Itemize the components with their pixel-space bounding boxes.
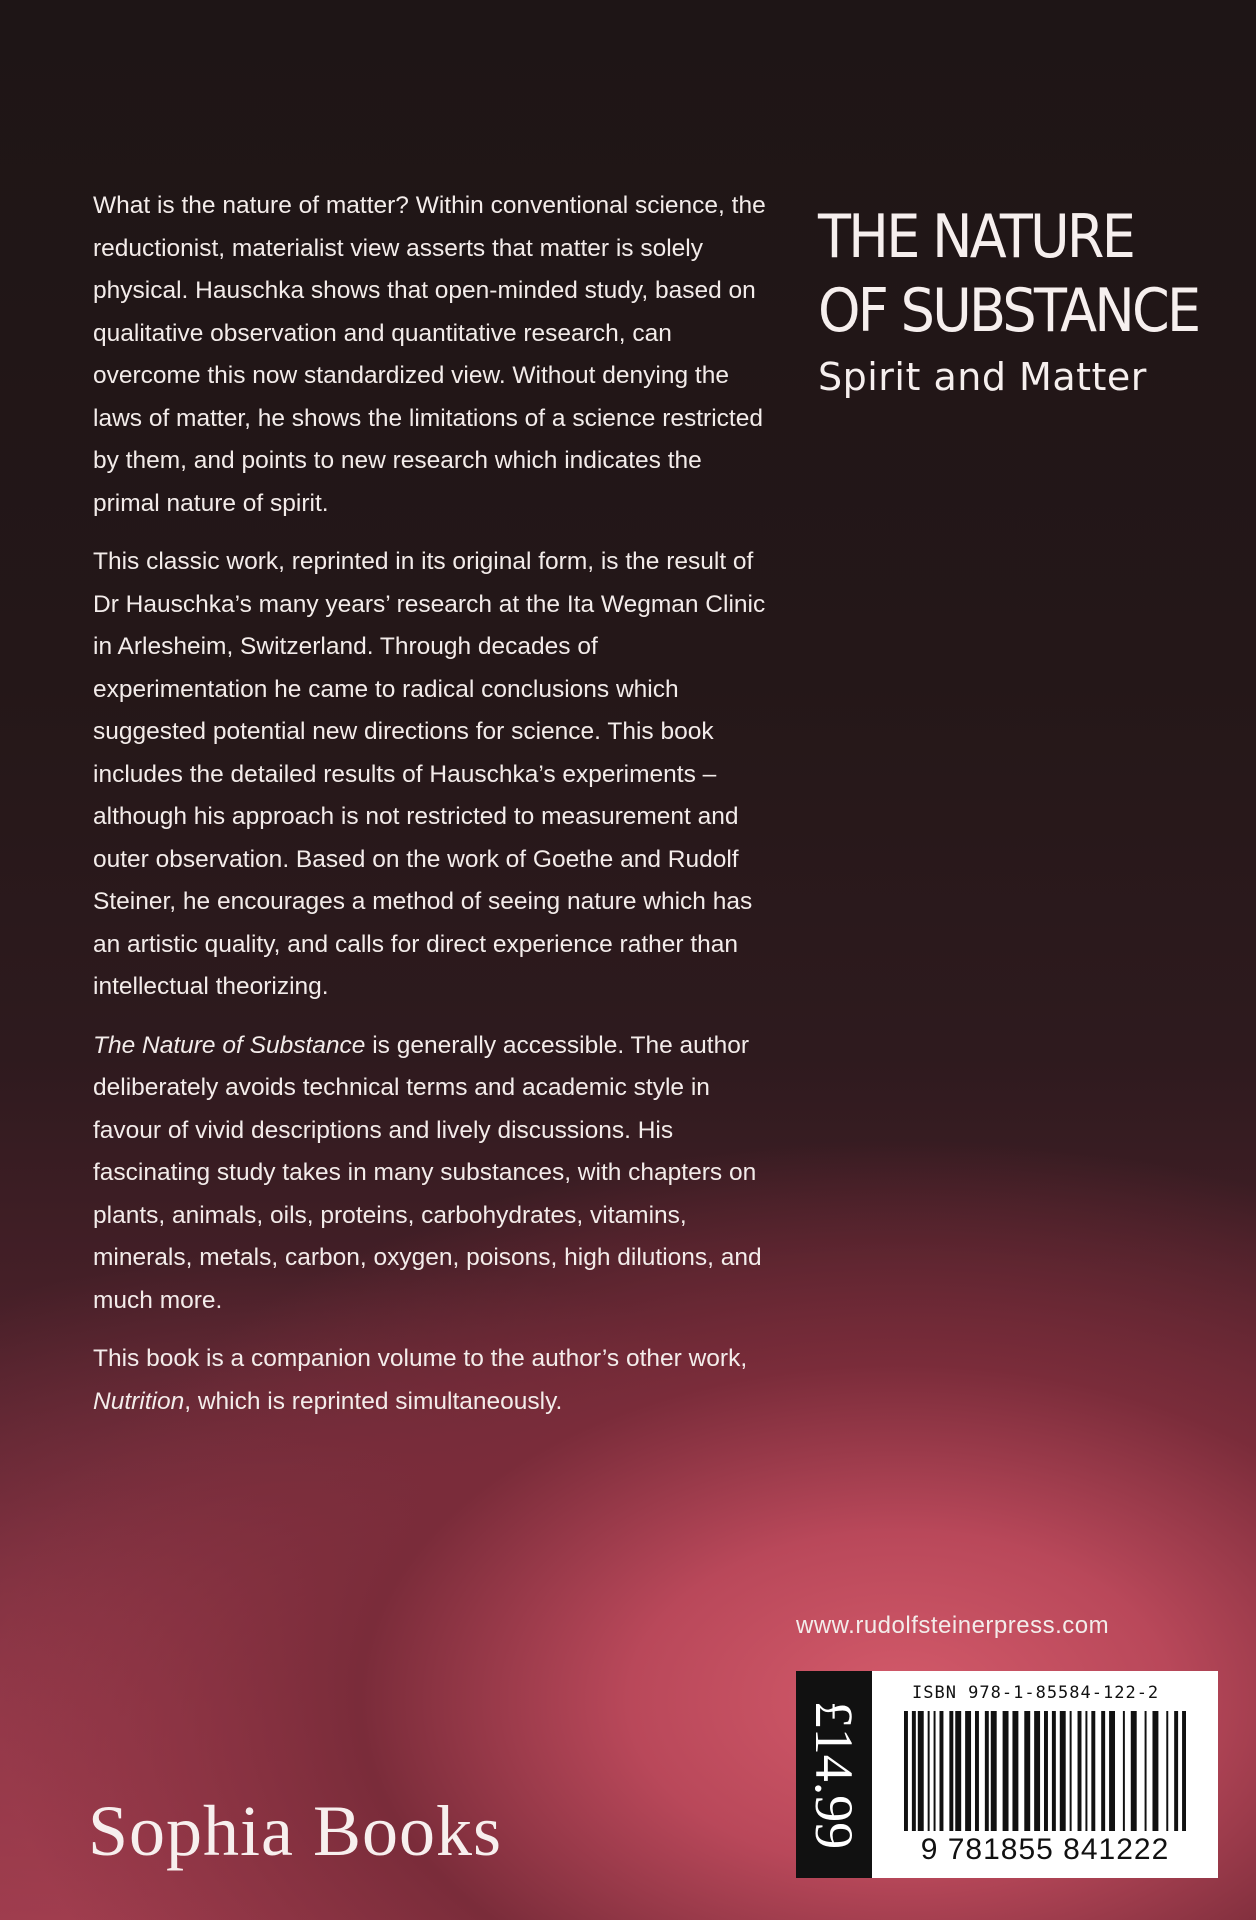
title-line-2: OF SUBSTANCE bbox=[818, 276, 1199, 346]
blurb-paragraph-4-end: , which is reprinted simultaneously. bbox=[184, 1387, 563, 1415]
publisher-logo: Sophia Books bbox=[88, 1791, 503, 1871]
isbn-label: ISBN 978-1-85584-122-2 bbox=[912, 1683, 1160, 1703]
barcode-bar bbox=[975, 1711, 979, 1831]
blurb-paragraph-4 bbox=[93, 1338, 773, 1423]
barcode-bar bbox=[904, 1711, 908, 1831]
title-block bbox=[818, 200, 1238, 402]
barcode-bar bbox=[1034, 1711, 1040, 1831]
barcode-bar bbox=[1145, 1711, 1147, 1831]
barcode-bar bbox=[934, 1711, 936, 1831]
barcode-bar bbox=[928, 1711, 930, 1831]
barcode-bar bbox=[940, 1711, 944, 1831]
blurb-paragraph-1: What is the nature of matter? Within conventional science, the reductionist, materialist view asserts that matter is solely physical. Hauschka shows that open-minded study, based on qualitative observation and quantitative research, can overcome this now standardized view. Without denying the laws of matter, he shows the limitations of a science restricted by them, and points to new research which indicates the primal nature of spirit. bbox=[93, 192, 766, 517]
barcode-bar bbox=[1044, 1711, 1048, 1831]
book-title-italic: The Nature of Substance bbox=[93, 1031, 366, 1059]
barcode-bar bbox=[1174, 1711, 1178, 1831]
website-url: www.rudolfsteinerpress.com bbox=[796, 1612, 1110, 1639]
barcode-bar bbox=[1052, 1711, 1056, 1831]
barcode-bar bbox=[965, 1711, 971, 1831]
blurb-text bbox=[93, 185, 773, 1439]
barcode-bar bbox=[1060, 1711, 1066, 1831]
blurb-paragraph-4-start: This book is a companion volume to the author’s other work, bbox=[93, 1345, 748, 1372]
subtitle: Spirit and Matter bbox=[818, 355, 1147, 399]
barcode-bar bbox=[1166, 1711, 1168, 1831]
barcode-bar bbox=[1024, 1711, 1030, 1831]
barcode-bar bbox=[955, 1711, 961, 1831]
blurb-paragraph-3 bbox=[93, 1025, 773, 1323]
barcode-bar bbox=[918, 1711, 924, 1831]
companion-title-italic: Nutrition bbox=[93, 1387, 185, 1415]
barcode-bar bbox=[1091, 1711, 1095, 1831]
blurb-paragraph-3-text: is generally accessible. The author deliberately avoids technical terms and academic style in favour of vivid descriptions and lively discussions. His fascinating study takes in many substances, with chapters on plants, animals, oils, proteins, carbohydrates, vitamins, minerals, metals, carbon, oxygen, poisons, high dilutions, and much more. bbox=[93, 1031, 762, 1314]
barcode-bar bbox=[1131, 1711, 1137, 1831]
barcode-bar bbox=[1012, 1711, 1018, 1831]
barcode-number: 9 781855 841222 bbox=[920, 1833, 1170, 1866]
price-label: £14.99 bbox=[804, 1700, 864, 1849]
barcode-bar bbox=[1101, 1711, 1105, 1831]
barcode-bar bbox=[1182, 1711, 1186, 1831]
barcode-bar bbox=[1085, 1711, 1087, 1831]
barcode-bar bbox=[1070, 1711, 1072, 1831]
barcode-bar bbox=[912, 1711, 916, 1831]
barcode-bar bbox=[949, 1711, 953, 1831]
barcode-icon bbox=[904, 1711, 1186, 1831]
barcode-bar bbox=[1152, 1711, 1158, 1831]
barcode-bar bbox=[1003, 1711, 1009, 1831]
title-line-1: THE NATURE bbox=[818, 202, 1134, 272]
barcode-box bbox=[872, 1671, 1218, 1878]
barcode-bar bbox=[1123, 1711, 1125, 1831]
price-box bbox=[796, 1671, 872, 1878]
barcode-bar bbox=[1078, 1711, 1082, 1831]
barcode-bar bbox=[1109, 1711, 1115, 1831]
barcode-bar bbox=[985, 1711, 989, 1831]
barcode-bar bbox=[991, 1711, 997, 1831]
blurb-paragraph-2: This classic work, reprinted in its original form, is the result of Dr Hauschka’s many years’ research at the Ita Wegman Clinic in Arlesheim, Switzerland. Through decades of experimentation he came to radical conclusions which suggested potential new directions for science. This book includes the detailed results of Hauschka’s experiments – although his approach is not restricted to measurement and outer observation. Based on the work of Goethe and Rudolf Steiner, he encourages a method of seeing nature which has an artistic quality, and calls for direct experience rather than intellectual theorizing. bbox=[93, 548, 766, 1000]
